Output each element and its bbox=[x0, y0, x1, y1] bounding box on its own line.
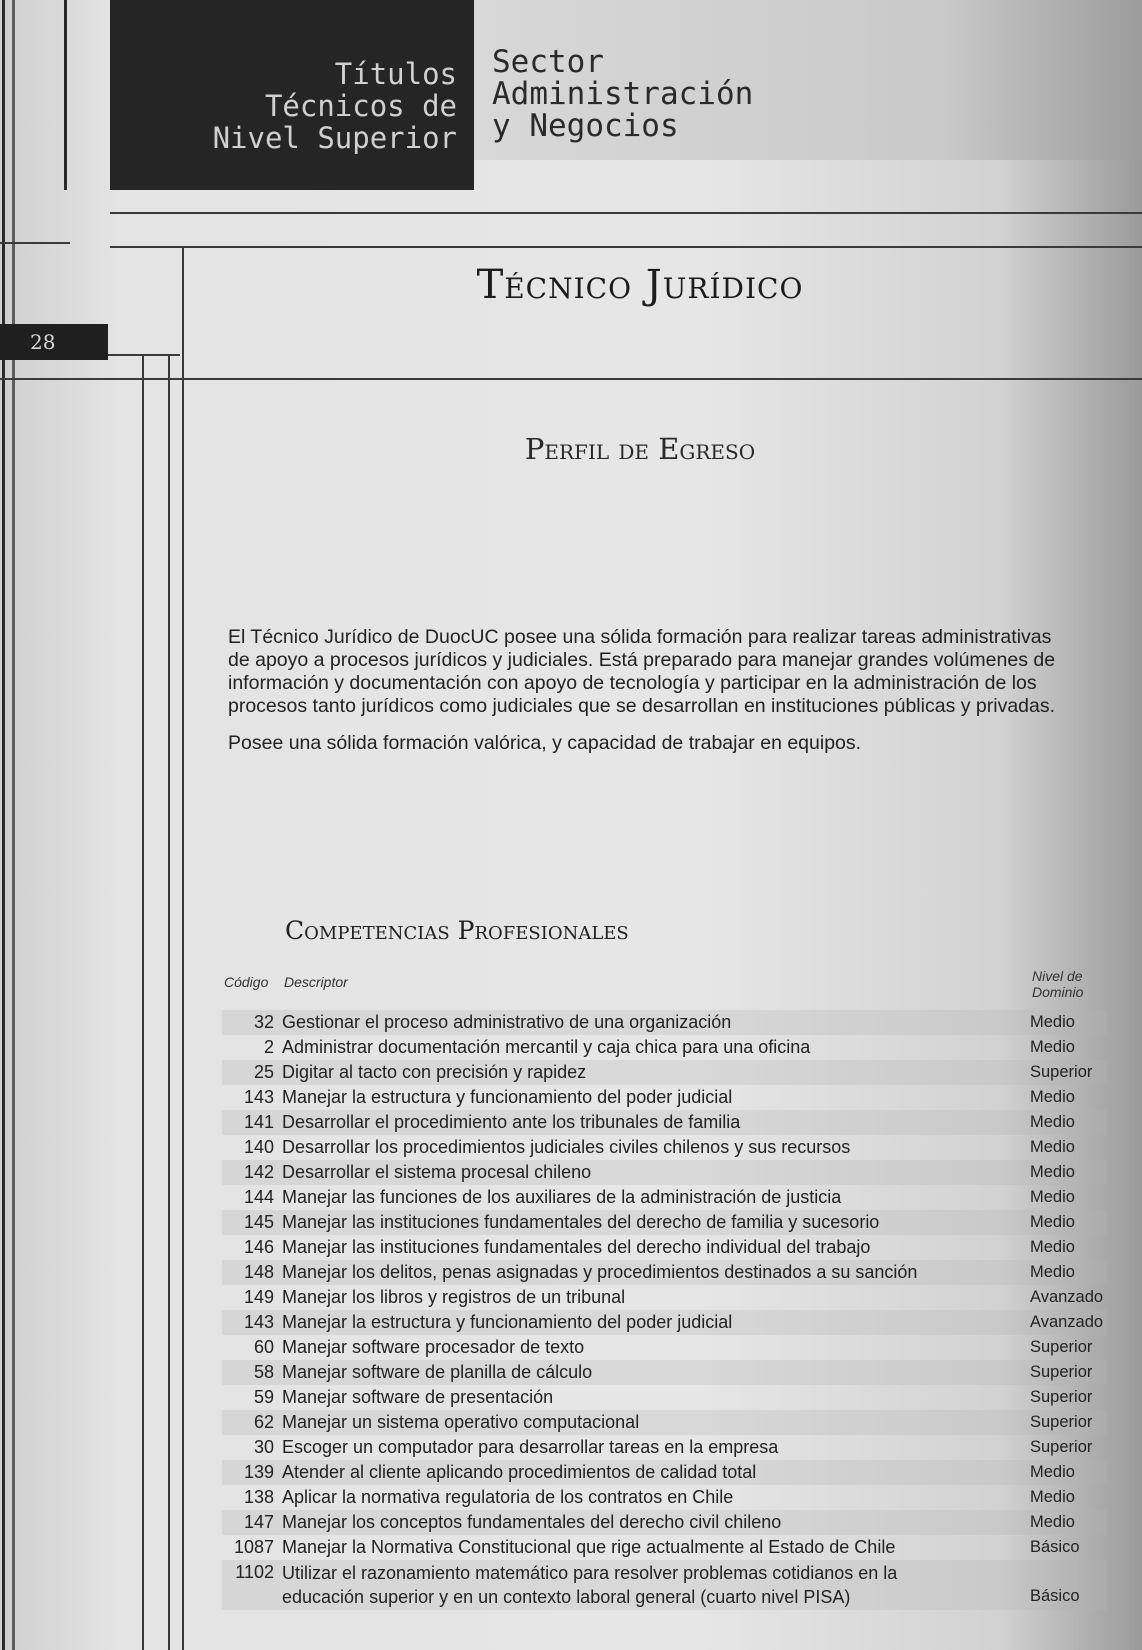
row-level: Básico bbox=[1030, 1587, 1080, 1605]
table-row bbox=[222, 1060, 1107, 1085]
page-title: Técnico Jurídico bbox=[476, 262, 804, 308]
row-descriptor: Manejar las instituciones fundamentales del derecho individual del trabajo bbox=[282, 1237, 871, 1257]
rule-mid-2 bbox=[0, 378, 1142, 380]
row-level: Medio bbox=[1030, 1238, 1075, 1256]
header-right-line-1: Sector bbox=[492, 44, 604, 80]
row-descriptor: Manejar la estructura y funcionamiento del poder judicial bbox=[282, 1087, 733, 1107]
row-code: 58 bbox=[253, 1362, 274, 1382]
row-code: 147 bbox=[243, 1512, 274, 1532]
table-row bbox=[222, 1385, 1107, 1410]
table-body bbox=[222, 1010, 1107, 1610]
row-descriptor: Manejar software de presentación bbox=[282, 1387, 554, 1407]
row-code: 25 bbox=[253, 1062, 274, 1082]
row-level: Básico bbox=[1030, 1538, 1080, 1556]
row-code: 2 bbox=[263, 1037, 274, 1057]
row-descriptor: Aplicar la normativa regulatoria de los contratos en Chile bbox=[282, 1487, 734, 1507]
row-descriptor: Manejar software procesador de texto bbox=[282, 1337, 585, 1357]
header-right-line-2: Administración bbox=[492, 76, 754, 112]
row-level: Medio bbox=[1030, 1113, 1075, 1131]
header-level: Nivel de Dominio bbox=[1032, 968, 1084, 1000]
row-descriptor: Manejar las instituciones fundamentales del derecho de familia y sucesorio bbox=[282, 1212, 880, 1232]
row-level: Medio bbox=[1030, 1188, 1075, 1206]
section-title-competencias: Competencias Profesionales bbox=[285, 916, 629, 945]
row-level: Medio bbox=[1030, 1263, 1075, 1281]
header-right-line-3: y Negocios bbox=[492, 108, 679, 144]
rule-top-2 bbox=[110, 212, 1142, 214]
row-level: Medio bbox=[1030, 1138, 1075, 1156]
rule-top-3 bbox=[110, 246, 1142, 248]
row-descriptor: Desarrollar el procedimiento ante los tribunales de familia bbox=[282, 1112, 741, 1132]
table-row bbox=[222, 1510, 1107, 1535]
table-row bbox=[222, 1360, 1107, 1385]
row-level: Superior bbox=[1030, 1388, 1093, 1406]
row-level: Superior bbox=[1030, 1063, 1093, 1081]
row-code: 1087 bbox=[233, 1537, 274, 1557]
table-row bbox=[222, 1435, 1107, 1460]
rule-vertical-2 bbox=[168, 354, 170, 1650]
row-code: 1102 bbox=[235, 1562, 274, 1582]
row-level: Medio bbox=[1030, 1488, 1075, 1506]
table-row bbox=[222, 1010, 1107, 1035]
row-level: Medio bbox=[1030, 1038, 1075, 1056]
table-row bbox=[222, 1210, 1107, 1235]
row-descriptor: Desarrollar el sistema procesal chileno bbox=[282, 1162, 592, 1182]
header-left-line-3: Nivel Superior bbox=[212, 121, 457, 155]
row-code: 141 bbox=[243, 1112, 274, 1132]
row-descriptor: Atender al cliente aplicando procedimientos de calidad total bbox=[282, 1462, 757, 1482]
row-level: Medio bbox=[1030, 1163, 1075, 1181]
row-code: 32 bbox=[253, 1012, 274, 1032]
table-header bbox=[222, 970, 1107, 1010]
table-row bbox=[222, 1285, 1107, 1310]
page-edge bbox=[2, 0, 5, 1650]
table-row bbox=[222, 1160, 1107, 1185]
row-code: 30 bbox=[253, 1437, 274, 1457]
row-code: 143 bbox=[243, 1087, 274, 1107]
header-code: Código bbox=[224, 974, 269, 990]
table-row bbox=[222, 1185, 1107, 1210]
row-code: 138 bbox=[243, 1487, 274, 1507]
row-level: Medio bbox=[1030, 1088, 1075, 1106]
row-descriptor: Escoger un computador para desarrollar tareas en la empresa bbox=[282, 1437, 779, 1457]
row-descriptor: Utilizar el razonamiento matemático para resolver problemas cotidianos en la educación superior y en un contexto laboral general (cuarto nivel PISA) bbox=[282, 1563, 898, 1607]
row-descriptor: Manejar los libros y registros de un tribunal bbox=[282, 1287, 626, 1307]
row-level: Superior bbox=[1030, 1413, 1093, 1431]
table-row bbox=[222, 1085, 1107, 1110]
competencias-table bbox=[222, 970, 1107, 1610]
row-descriptor: Manejar software de planilla de cálculo bbox=[282, 1362, 593, 1382]
intro-paragraph-1: El Técnico Jurídico de DuocUC posee una sólida formación para realizar tareas administrativas de apoyo a procesos jurídicos y judiciales. Está preparado para manejar grandes volúmenes de información y documentación con apoyo de tecnología y participar en la administración de los procesos tanto jurídicos como judiciales que se desarrollan en instituciones públicas y privadas. bbox=[228, 626, 1056, 717]
intro-text bbox=[228, 626, 1078, 769]
table-row bbox=[222, 1560, 1107, 1610]
row-descriptor: Digitar al tacto con precisión y rapidez bbox=[282, 1062, 587, 1082]
row-descriptor: Administrar documentación mercantil y caja chica para una oficina bbox=[282, 1037, 811, 1057]
row-descriptor: Manejar los delitos, penas asignadas y procedimientos destinados a su sanción bbox=[282, 1262, 918, 1282]
row-level: Superior bbox=[1030, 1363, 1093, 1381]
page-edge bbox=[64, 0, 67, 190]
row-level: Avanzado bbox=[1030, 1313, 1104, 1331]
row-code: 148 bbox=[243, 1262, 274, 1282]
rule-vertical-3 bbox=[142, 354, 144, 1650]
header-left-line-1: Títulos bbox=[334, 57, 457, 91]
page-edge bbox=[12, 0, 15, 1650]
row-level: Medio bbox=[1030, 1513, 1075, 1531]
row-code: 143 bbox=[243, 1312, 274, 1332]
row-descriptor: Manejar la estructura y funcionamiento del poder judicial bbox=[282, 1312, 733, 1332]
row-level: Medio bbox=[1030, 1013, 1075, 1031]
row-descriptor: Desarrollar los procedimientos judiciales civiles chilenos y sus recursos bbox=[282, 1137, 851, 1157]
section-title-perfil: Perfil de Egreso bbox=[524, 432, 756, 466]
table-row bbox=[222, 1235, 1107, 1260]
table-row bbox=[222, 1260, 1107, 1285]
row-code: 139 bbox=[243, 1462, 274, 1482]
table-row bbox=[222, 1310, 1107, 1335]
row-descriptor: Manejar la Normativa Constitucional que rige actualmente al Estado de Chile bbox=[282, 1537, 896, 1557]
row-code: 144 bbox=[243, 1187, 274, 1207]
row-code: 149 bbox=[243, 1287, 274, 1307]
row-descriptor: Manejar las funciones de los auxiliares de la administración de justicia bbox=[282, 1187, 842, 1207]
table-row bbox=[222, 1110, 1107, 1135]
row-descriptor: Manejar los conceptos fundamentales del derecho civil chileno bbox=[282, 1512, 782, 1532]
row-code: 59 bbox=[253, 1387, 274, 1407]
row-descriptor: Manejar un sistema operativo computacional bbox=[282, 1412, 640, 1432]
row-code: 60 bbox=[253, 1337, 274, 1357]
table-row bbox=[222, 1035, 1107, 1060]
row-code: 146 bbox=[243, 1237, 274, 1257]
row-level: Medio bbox=[1030, 1213, 1075, 1231]
table-row bbox=[222, 1485, 1107, 1510]
rule-top-1 bbox=[0, 242, 70, 244]
row-level: Avanzado bbox=[1030, 1288, 1104, 1306]
table-row bbox=[222, 1335, 1107, 1360]
row-code: 145 bbox=[243, 1212, 274, 1232]
row-level: Medio bbox=[1030, 1463, 1075, 1481]
table-row bbox=[222, 1460, 1107, 1485]
row-level: Superior bbox=[1030, 1338, 1093, 1356]
table-row bbox=[222, 1410, 1107, 1435]
table-row bbox=[222, 1535, 1107, 1560]
table-row bbox=[222, 1135, 1107, 1160]
page-number: 28 bbox=[0, 324, 108, 360]
row-code: 142 bbox=[243, 1162, 274, 1182]
row-descriptor: Gestionar el proceso administrativo de una organización bbox=[282, 1012, 732, 1032]
row-level: Superior bbox=[1030, 1438, 1093, 1456]
intro-paragraph-2: Posee una sólida formación valórica, y capacidad de trabajar en equipos. bbox=[228, 732, 862, 754]
row-code: 62 bbox=[253, 1412, 274, 1432]
row-code: 140 bbox=[243, 1137, 274, 1157]
header-left-line-2: Técnicos de bbox=[264, 89, 457, 123]
header-descriptor: Descriptor bbox=[284, 974, 348, 990]
